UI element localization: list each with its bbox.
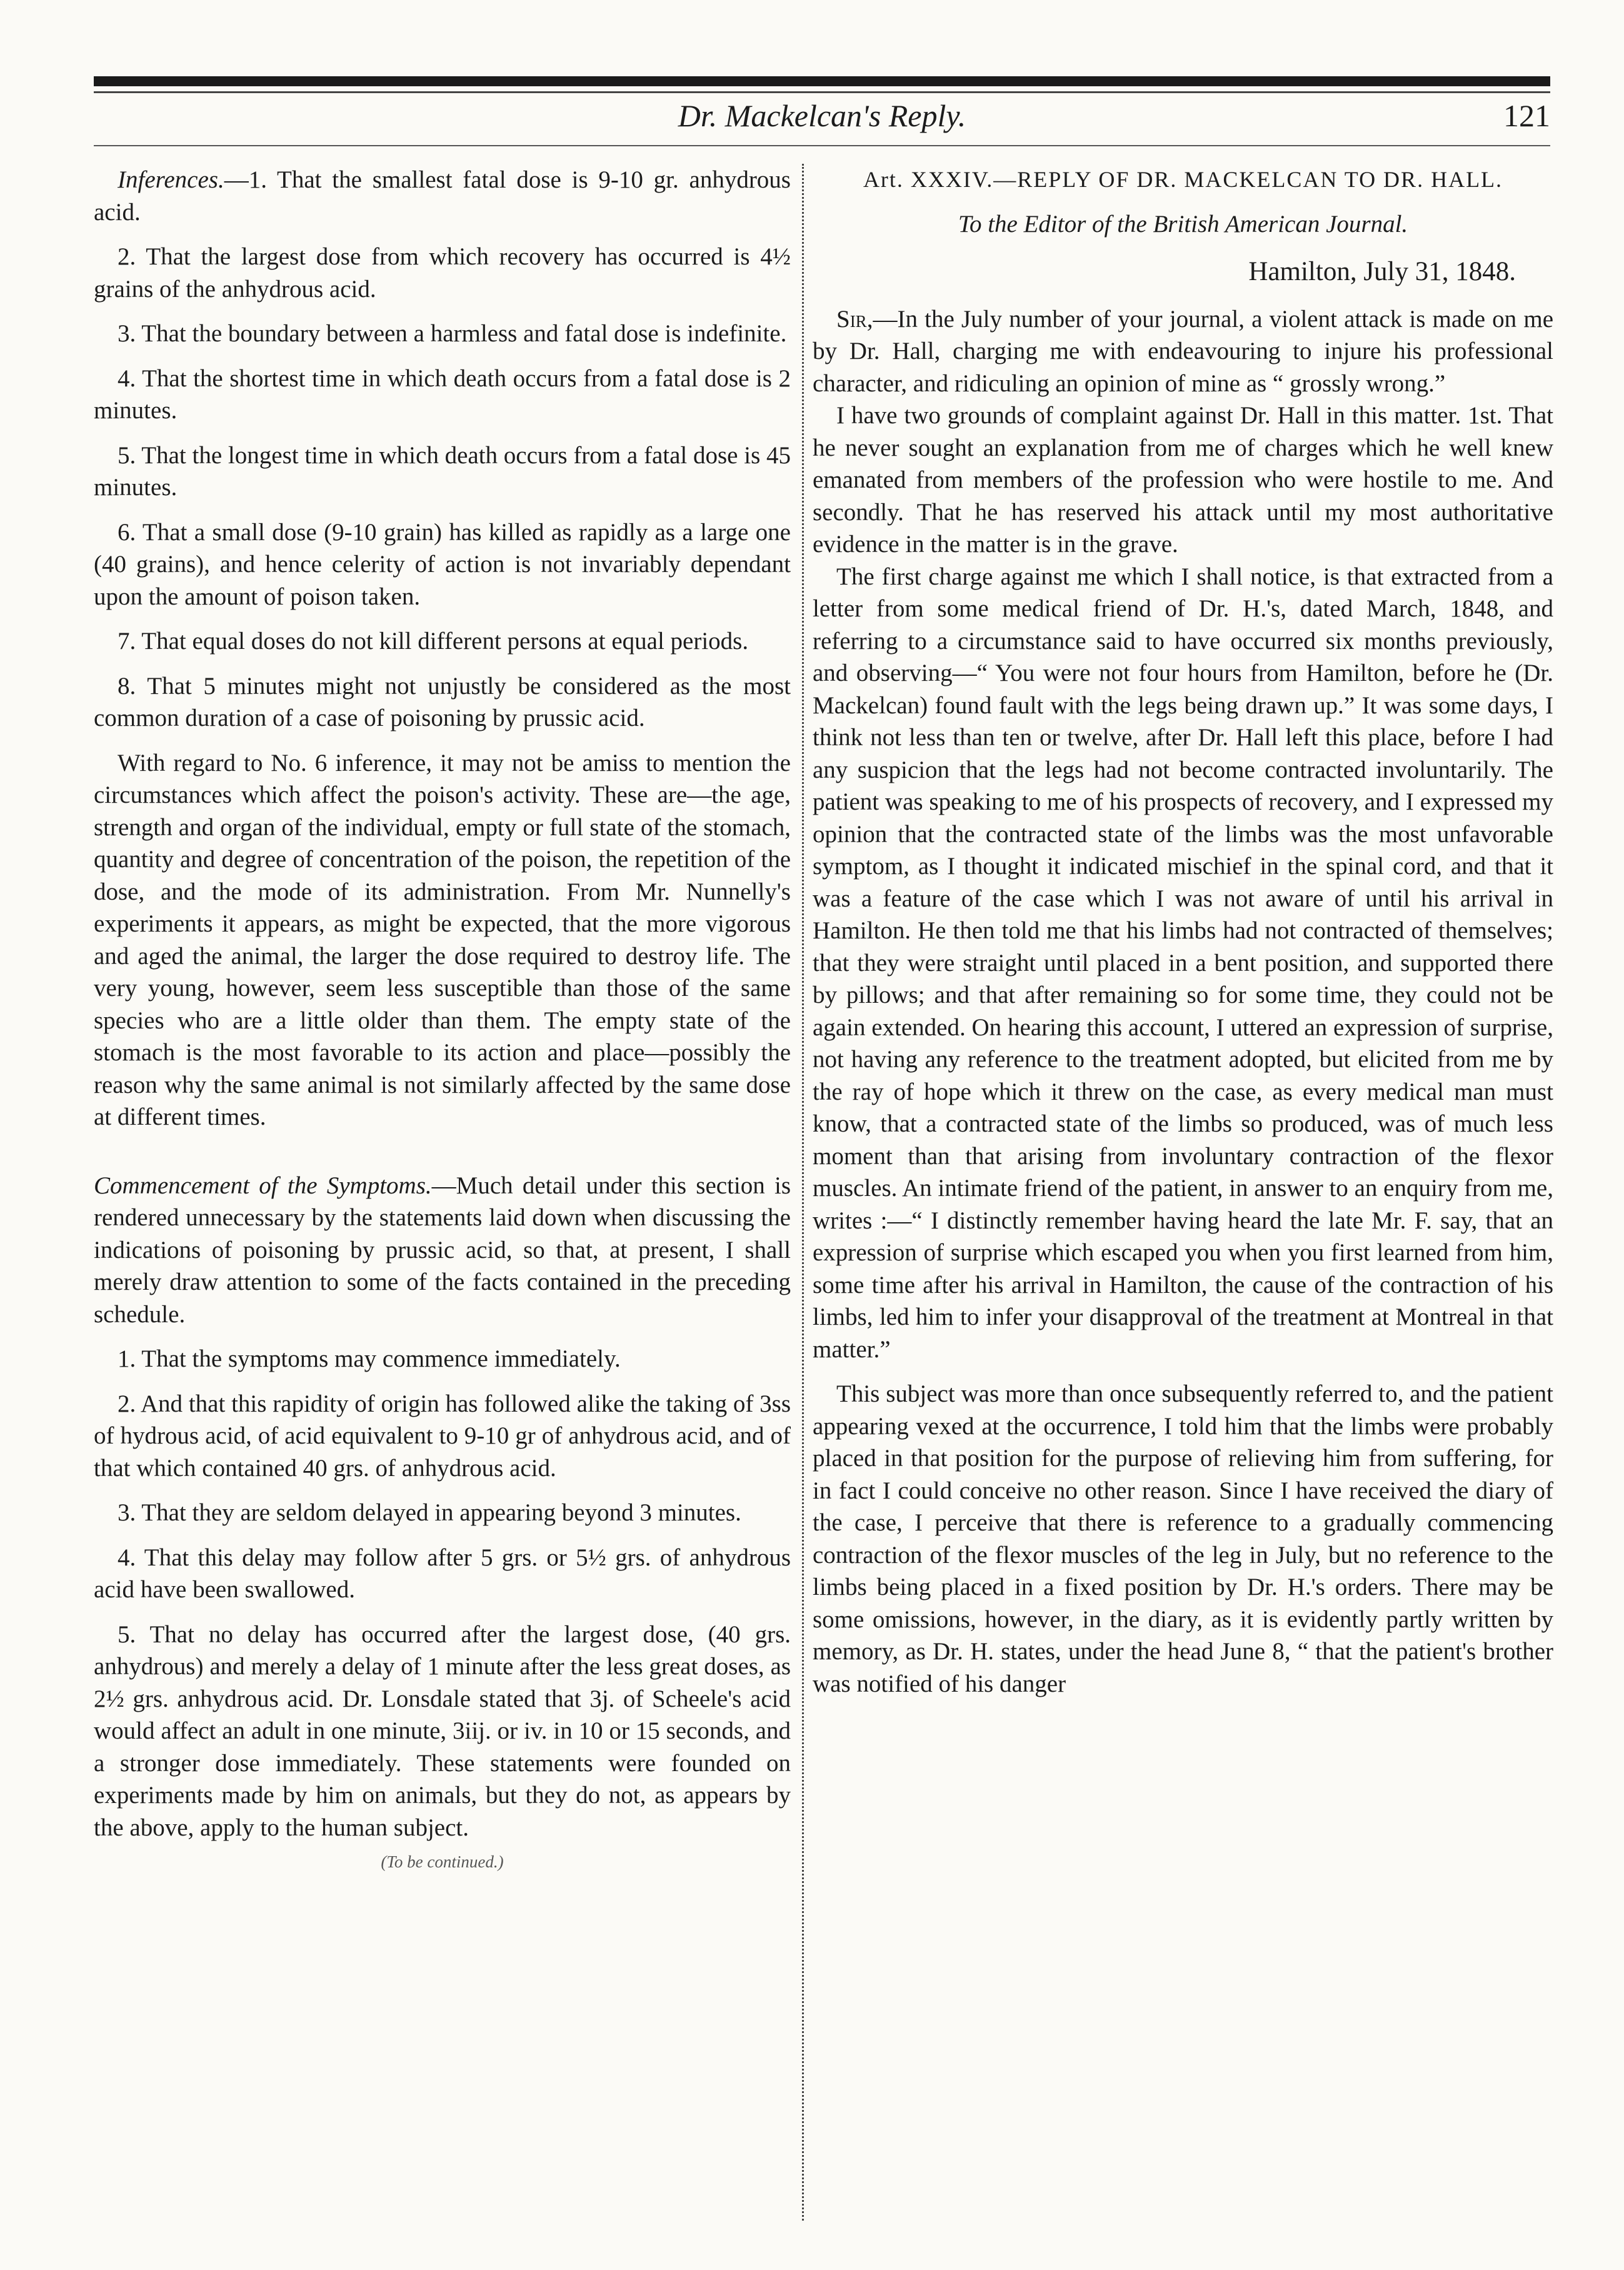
letter-paragraph-1-text: —In the July number of your journal, a violent attack is made on me by Dr. Hall, charging me with endeavouring to injure his professional character, and ridiculing an opinion of mine as “ grossly wrong.” (813, 305, 1553, 397)
symptom-5: 5. That no delay has occurred after the largest dose, (40 grs. anhydrous) and merely a delay of 1 minute after the less great doses, as 2½ grs. anhydrous acid. Dr. Lonsdale stated that 3j. of Scheele's acid would affect an adult in one minute, 3iij. or iv. in 10 or 15 seconds, and a stronger dose immediately. These statements were founded on experiments made by him on animals, but they do not, as appears by the above, apply to the human subject. (94, 1620, 791, 1841)
inference-8: 8. That 5 minutes might not unjustly be considered as the most common duration of a case of poisoning by prussic acid. (94, 672, 791, 731)
right-column (813, 164, 1553, 2227)
running-header (94, 94, 1550, 138)
to-be-continued: (To be continued.) (381, 1852, 504, 1871)
salutation: Sir, (836, 305, 873, 333)
inference-1-text: —1. That the smallest fatal dose is 9-10 gr. anhydrous acid. (94, 166, 791, 226)
inference-4: 4. That the shortest time in which death occurs from a fatal dose is 2 minutes. (94, 364, 791, 424)
header-rule (94, 145, 1550, 146)
inference-1 (94, 164, 791, 228)
dateline: Hamilton, July 31, 1848. (1248, 256, 1516, 286)
editor-line: To the Editor of the British American Journal. (958, 211, 1408, 238)
inference-5: 5. That the longest time in which death occurs from a fatal dose is 45 minutes. (94, 441, 791, 501)
column-divider (802, 164, 804, 2221)
letter-paragraph-1 (813, 303, 1553, 400)
symptoms-heading: Commencement of the Symptoms. (94, 1172, 432, 1199)
symptom-1: 1. That the symptoms may commence immediately. (118, 1345, 621, 1372)
symptoms-intro: —Much detail under this section is rendered unnecessary by the statements laid down when discussing the indications of poisoning by prussic acid, so that, at present, I shall merely draw attention to some of the facts contained in the preceding schedule. (94, 1172, 791, 1328)
inference-2: 2. That the largest dose from which recovery has occurred is 4½ grains of the anhydrous acid. (94, 243, 791, 303)
running-title: Dr. Mackelcan's Reply. (678, 98, 966, 133)
symptom-3: 3. That they are seldom delayed in appearing beyond 3 minutes. (118, 1499, 741, 1526)
article-title: Art. XXXIV.—REPLY OF DR. MACKELCAN TO DR. HALL. (863, 167, 1503, 192)
symptoms-section (94, 1170, 791, 1331)
letter-paragraph-2: I have two grounds of complaint against Dr. Hall in this matter. 1st. That he never sought an explanation from me of charges which he well knew emanated from members of the profession who were hostile to me. And secondly. That he has reserved his attack until my most authoritative evidence in the matter is in the grave. (813, 402, 1553, 558)
page-number: 121 (1503, 98, 1550, 133)
top-rule-thin (94, 91, 1550, 93)
top-rule (94, 76, 1550, 86)
inferences-heading: Inferences. (118, 166, 224, 193)
inference-3: 3. That the boundary between a harmless and fatal dose is indefinite. (118, 320, 787, 347)
symptom-4: 4. That this delay may follow after 5 grs. or 5½ grs. of anhydrous acid have been swallowed. (94, 1544, 791, 1603)
inference-6: 6. That a small dose (9-10 grain) has killed as rapidly as a large one (40 grains), and hence celerity of action is not invariably dependant upon the amount of poison taken. (94, 518, 791, 610)
left-column (94, 164, 791, 2227)
letter-paragraph-3: The first charge against me which I shall notice, is that extracted from a letter from some medical friend of Dr. H.'s, dated March, 1848, and referring to a circumstance said to have occurred six months previously, and observing—“ You were not four hours from Hamilton, before he (Dr. Mackelcan) found fault with the legs being drawn up.” It was some days, I think not less than ten or twelve, after Dr. Hall left this place, before I had any suspicion that the legs had not become contracted involuntarily. The patient was speaking to me of his prospects of recovery, and I expressed my opinion that the contracted state of the limbs was the most unfavorable symptom, as I thought it indicated mischief in the spinal cord, and that it was a feature of the case which I was not aware of until his arrival in Hamilton. He then told me that his limbs had not contracted of themselves; that they were straight until placed in a bent position, and supported there by pillows; and that after remaining so for some time, they could not be again extended. On hearing this account, I uttered an expression of surprise, not having any reference to the treatment adopted, but elicited from me by the ray of hope which it threw on the case, as every medical man must know, that a contracted state of the limbs so produced, was of much less moment than that arising from involuntary contraction of the flexor muscles. An intimate friend of the patient, in answer to an enquiry from me, writes :—“ I distinctly remember having heard the late Mr. F. say, that an expression of surprise which escaped you when you first learned from him, some time after his arrival in Hamilton, the cause of the contraction of his limbs, led him to infer your disapproval of the treatment at Montreal in that matter.” (813, 563, 1553, 1363)
inference-7: 7. That equal doses do not kill different persons at equal periods. (118, 628, 749, 655)
regard-paragraph: With regard to No. 6 inference, it may not be amiss to mention the circumstances which affect the poison's activity. These are—the age, strength and organ of the individual, empty or full state of the stomach, quantity and degree of concentration of the poison, the repetition of the dose, and the mode of its administration. From Mr. Nunnelly's experiments it appears, as might be expected, that the more vigorous and aged the animal, the larger the dose required to destroy life. The very young, however, seem less susceptible than those of the same species who are a little older than them. The empty state of the stomach is the most favorable to its action and place—possibly the reason why the same animal is not similarly affected by the same dose at different times. (94, 749, 791, 1130)
letter-paragraph-4: This subject was more than once subsequently referred to, and the patient appearing vexed at the occurrence, I told him that the limbs were probably placed in that position for the purpose of relieving him from suffering, for in fact I could conceive no other reason. Since I have received the diary of the case, I perceive that there is reference to a gradually commencing contraction of the flexor muscles of the leg in July, but no reference to the limbs being placed in a fixed position by Dr. H.'s orders. There may be some omissions, however, in the diary, as it is evidently partly written by memory, as Dr. H. states, under the head June 8, “ that the patient's brother was notified of his danger (813, 1380, 1553, 1697)
symptom-2: 2. And that this rapidity of origin has followed alike the taking of 3ss of hydrous acid, of acid equivalent to 9-10 gr of anhydrous acid, and of that which contained 40 grs. of anhydrous acid. (94, 1390, 791, 1482)
